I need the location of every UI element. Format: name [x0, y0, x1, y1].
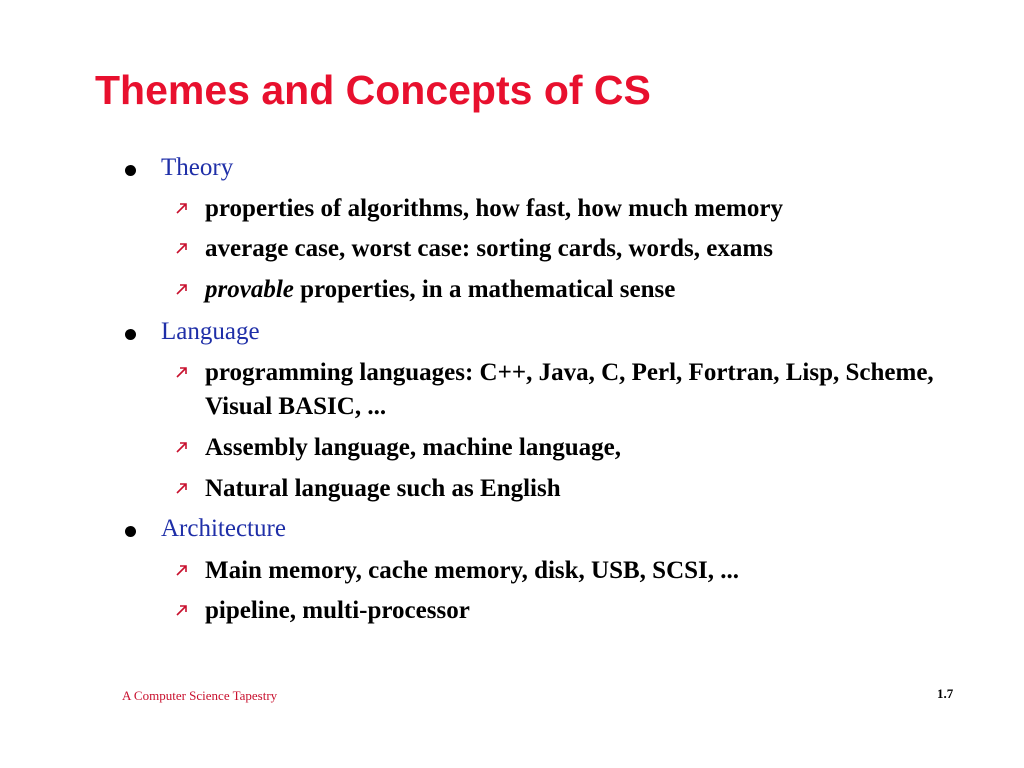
bullet-label: Language	[161, 318, 260, 345]
sub-item-text: properties of algorithms, how fast, how much memory	[205, 195, 783, 222]
arrow-up-right-icon	[175, 603, 189, 617]
arrow-up-right-icon	[175, 241, 189, 255]
footer-course-title: A Computer Science Tapestry	[122, 688, 278, 703]
bullet-dot-icon	[125, 526, 136, 537]
sub-item-rest: properties, in a mathematical sense	[293, 276, 676, 303]
sub-item-text: programming languages: C++, Java, C, Perl, Fortran, Lisp, Scheme, Visual BASIC, ...	[205, 359, 934, 420]
slide-title: Themes and Concepts of CS	[95, 67, 651, 113]
sub-item-text	[205, 273, 965, 307]
bullet-label: Architecture	[161, 515, 286, 542]
sub-item-text: average case, worst case: sorting cards, words, exams	[205, 235, 773, 262]
arrow-up-right-icon	[175, 201, 189, 215]
arrow-up-right-icon	[175, 481, 189, 495]
arrow-up-right-icon	[175, 440, 189, 454]
footer-slide-number: 1.7	[937, 686, 954, 701]
arrow-up-right-icon	[175, 563, 189, 577]
bullet-label: Theory	[161, 154, 234, 181]
sub-item-text: Assembly language, machine language,	[205, 434, 622, 461]
bullet-dot-icon	[125, 165, 136, 176]
sub-item-text: Natural language such as English	[205, 475, 561, 502]
sub-item-italic: provable	[205, 276, 294, 303]
arrow-up-right-icon	[175, 282, 189, 296]
sub-item-text: Main memory, cache memory, disk, USB, SCSI, ...	[205, 557, 740, 584]
bullet-dot-icon	[125, 329, 136, 340]
sub-item-text: pipeline, multi-processor	[205, 597, 470, 624]
arrow-up-right-icon	[175, 365, 189, 379]
